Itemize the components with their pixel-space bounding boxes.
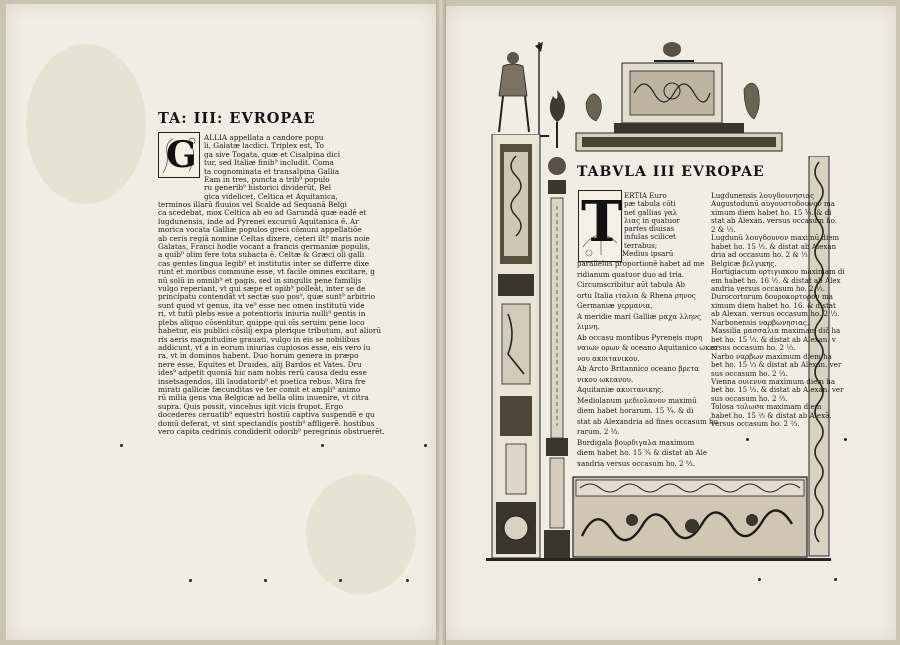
text-line: vero capita cedrinis condiderit odorib⁹ peregrinis obstruerēt. [158,426,385,436]
text-line: habetur, eis publici cōsilij expa plerique tributum, aut aliorū [158,326,382,336]
text-line: rarum. 2 ⅔. [577,427,620,436]
text-line: ru generib⁹ historici dividerūt, Bel [204,183,332,193]
text-line: diem habet horarum. 15 ¾. & di [577,406,694,415]
text-line: Lugdunensis λουγδουνησιας [711,191,815,200]
text-line: Narbonensis ναρβωνησιας. [711,317,810,327]
text-line: Hortigiacum ορτιγιακον maximam di [711,267,845,277]
text-line: versus occasum ho. 2 ⅔. [711,419,800,429]
text-line: Eam in tres, puncta a trib⁹ populo [204,175,330,185]
text-line: Belgicæ βελγικης. [711,258,777,268]
text-line: Lugdunū λουγδουνον maximū diem [711,233,840,243]
text-line: ides⁹ adpetit quoniā hic nam nobis rerū causa dedu esse [158,368,367,378]
text-line: partes diuisas [624,224,675,234]
right-page [446,6,896,640]
text-line: ximum diem habet ho. 16. & distat [711,300,836,310]
text-line: habet ho. 15 ½. & distat ab Alexan [711,241,837,251]
text-line: Aquitaniæ ακυιτανικης. [577,385,664,394]
text-line: ca scedebat, mox Celtica ab eo ad Garundā quæ eadē et [158,208,367,218]
text-line: bet ho. 15 ⅓. & distat ab Alexan. v [711,334,836,344]
text-line: supra. Quis possit, vincebus igit vicis frupot. Ergo [158,401,344,411]
text-line: domū deferat, vt sint spectandis postib⁹ affligerē. hostibus [158,418,375,428]
right-initial-letter: T [581,189,623,255]
left-page [6,4,436,640]
text-line: λιμνη. [577,322,600,331]
text-line: ναιων ορων & oceano Aquitanico ωκεα [577,343,718,352]
text-line: ra, vt in dominos habent. Duo horum genera in præpo [158,351,359,361]
text-line: diem habet ho. 15 ¾ & distat ab Ale [577,448,708,457]
text-line: plebs aliquo cōsentitur, quippe qui oīs seruim pene loco [158,317,365,327]
right-text-right-column [711,192,845,429]
slender-column-ornament [540,146,574,560]
text-line: habet ho. 15 ⅔ & distat ab Alexā. [711,410,832,420]
text-line: xandria versus occasum ho. 2 ⅔. [577,458,695,468]
text-line: Massilia μασσαλια maximam dič ha [711,326,841,336]
left-column-ornament [490,134,542,560]
text-line: Ab Arcto Britannico oceano βρετα [577,364,700,373]
bottom-frieze-ornament [572,476,808,558]
page-gutter [436,0,446,645]
base-rule [486,558,831,561]
text-line: νου ακυιτανικου. [577,353,640,363]
text-line: nere esse, Equites et Druides, alij Bardos et Vates. Dru [158,359,362,369]
text-line: ab Alexan. versus occasum ho. 2 ⅓. [711,309,840,319]
text-line: terrabus; [624,240,658,250]
text-line: Ab occasu montibus Pyrenęis πυρη [577,332,703,342]
text-line: 2 & ⅓. [711,224,736,234]
text-line: tur, sed Italiæ finib⁹ includit. Coma [204,158,334,168]
left-running-head: TA: III: EVROPAE [158,110,316,127]
text-line: ga sive Togata, quæ et Cisalpina dici [204,149,341,159]
text-line: bet ho. 15 ⅓. & distat ab Alexan. ver [711,385,844,395]
text-line: nū solū in omnib⁹ et pagis, sed in singulis pene familijs [158,275,362,285]
text-line: Augustodunū αυγουστοδουνον ma [711,199,835,209]
text-line: runt et moribus commune esse, vt facile omnes excitare, g [158,267,375,277]
right-initial-box [578,190,622,262]
text-line: morica vocata Galliæ populos greci cōmuni appellatiōe [158,225,362,235]
text-line: stat ab Alexandria ad fines occasum ho [577,416,718,426]
text-line: stat ab Alexan. versus occasum ho. [711,216,838,226]
text-line: insetsagendos, illi laudatorib⁹ et poetica rebus. Mira fre [158,376,366,386]
text-line: docederes ceruatib⁹ equestri hostiū captiva suspendē e qu [158,410,375,420]
text-line: Vienna ουιεννα maximum diem ha [711,376,836,386]
text-line: vulgo reperiant, vt qui sæpe et opib⁹ polleāt, inter se de [158,284,366,294]
left-initial-box [158,132,200,178]
left-initial-letter: G [166,134,197,176]
text-line: li, Galatæ lacdici. Triplex est, To [204,141,324,151]
text-line: ersus occasum ho. 2 ⅓. [711,343,796,353]
text-line: Galatas, Franci hodie vocant a francis germaniæ populis, [158,242,371,252]
text-line: ERTIA Euro [624,191,667,200]
right-text-narrow [624,192,680,250]
text-line: pæ tabula cōti [624,199,676,209]
text-line: ALLIA appellata a candore popu [204,133,324,142]
left-text-narrow [204,134,340,201]
text-line: λιας in quatuor [624,215,680,225]
text-line: terminos illarū fluuios vel Scalde ad Sequanā Belgi [158,200,348,209]
text-line: Circumscribitur aūt tabula Ab [577,280,686,289]
right-medius-line: Medius ipsarū [622,249,674,258]
text-line: A meridie mari Galliæ μαχα λληνς [577,311,701,321]
torch-ornament [542,90,572,150]
text-line: ta cognominata et transalpina Gallia [204,166,340,176]
right-text-left-column [577,259,718,469]
left-text-full [158,201,385,436]
text-line: lugdunensis, inde ad Pyrenei excursū Aquitanica ē. Ar [158,216,359,226]
text-line: gica videlicet, Celtica et Aquitanica, [204,191,338,201]
text-line: ximum diem habet ho. 15 ¾. & di [711,207,832,217]
text-line: andria versus occasum ho. 2 ⅓. [711,283,825,293]
text-line: mirati gallicæ fæcunditas ve ter comit et ampli⁹ animo [158,384,361,394]
text-line: Mediolanum μεδιολανον maximū [577,395,697,405]
text-line: Tolosa τολωσα maximam diem [711,402,822,412]
text-line: Narbo ναρβων maximum diem ha [711,351,832,361]
text-line: a quib⁹ olim fere tota subacta ē. Celtæ & Græci oli galli [158,250,365,260]
text-line: sunt quod vt genus, ita ve⁹ esse nec omen institutū vide [158,300,365,310]
text-line: addicunt, vt a in eorum iniurias cupiosos esse, eis vero iu [158,342,371,352]
text-line: ortu Italia ιταλια & Rhena ρηνος [577,290,696,300]
text-line: Durocortorum δουροκορτορον ma [711,292,833,302]
text-line: νικου ωκεανου. [577,374,634,384]
text-line: sus occasum ho. 2 ⅔. [711,368,788,378]
top-crest-ornament [574,41,784,159]
text-line: rū milia gens vna Belgicæ ad bella olim inuenire, vt citra [158,393,369,403]
text-line: Germaniæ γερμανια, [577,301,653,310]
text-line: principatu contendāt vt sectæ suo pos⁹, quæ sunt⁹ arbitrio [158,292,376,302]
text-line: em habet ho. 16 ½. & distat ab Alex [711,275,841,285]
text-line: ris aeris magnitudine grauati, vulgo in eis se nobilibus [158,334,360,344]
text-line: Burdigala βουρδιγαλα maximum [577,437,695,447]
text-line: ab ceris regiā nomine Celtas dixere, ceteri ilt⁹ maris noie [158,233,370,243]
text-line: parallelus proportionē habet ad me [577,259,705,268]
text-line: bet ho. 15 ⅓ & distat ab Alexan. ver [711,360,842,370]
text-line: infulas scilicet [624,232,676,242]
right-running-head: TABVLA III EVROPAE [577,164,765,180]
text-line: cas gentes lingua legib⁹ et institutis inter se differre dixe [158,258,370,268]
text-line: sus occasum ho. 2 ⅔. [711,393,788,403]
text-line: ri, vt tutū plebs esse a potentioris iniuria nulli⁹ gentis in [158,309,366,319]
text-line: net gallias γαλ [624,207,678,217]
text-line: dria ad occasum ho. 2 & ⅓. [711,250,811,260]
text-line: ridianum quatuor duo ad tria. [577,269,685,279]
